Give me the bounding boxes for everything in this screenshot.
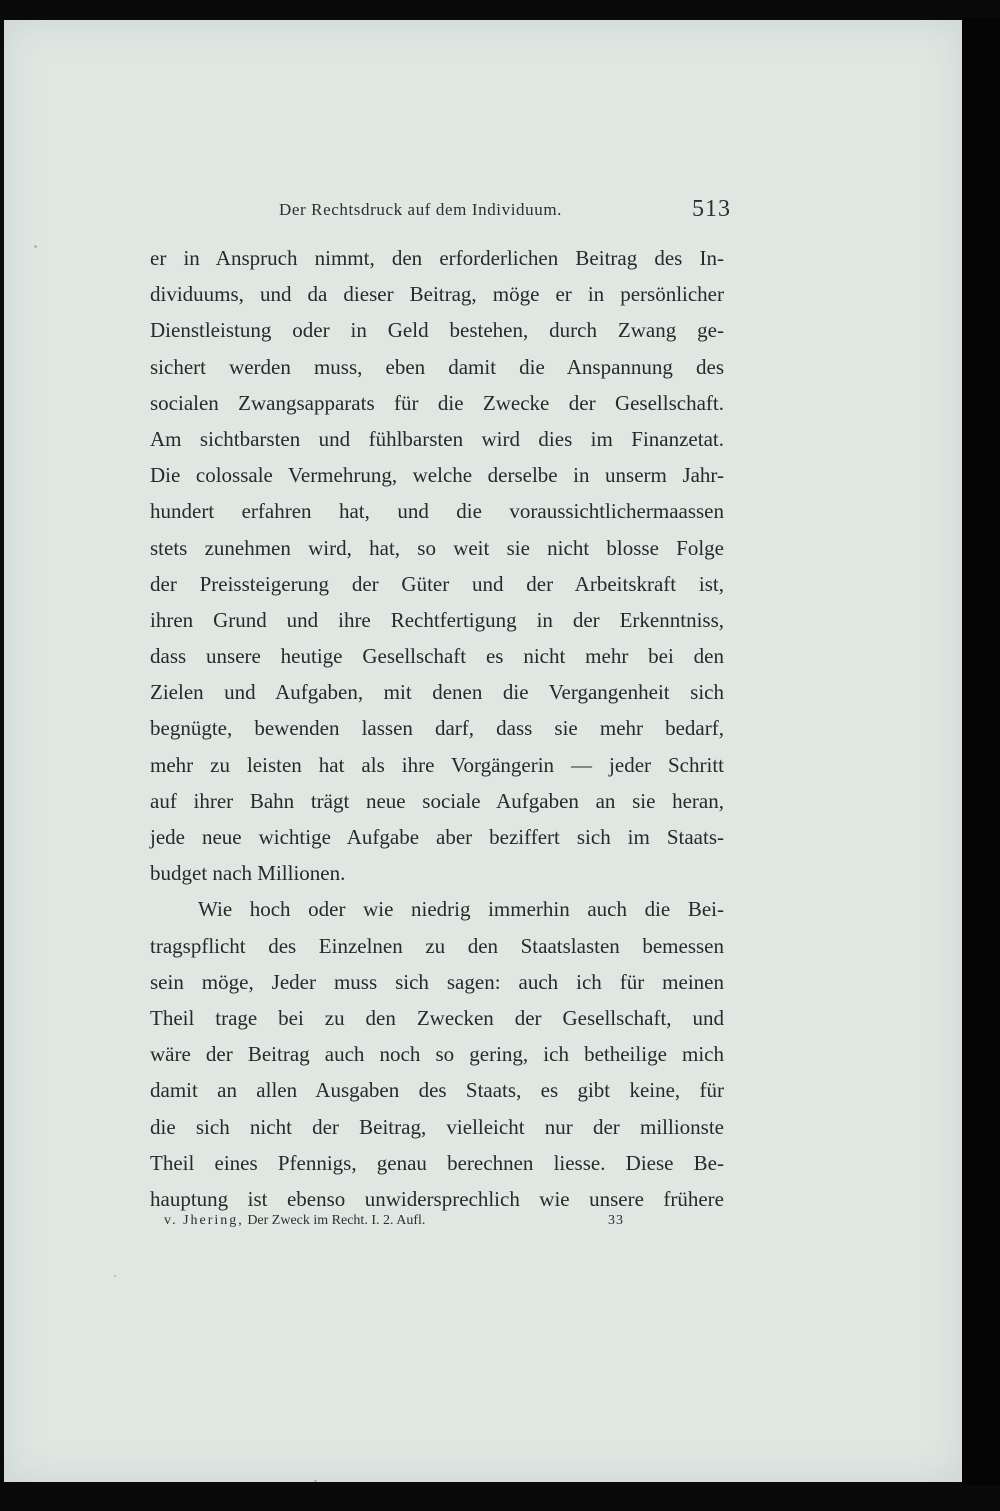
paper-speck <box>314 1480 317 1482</box>
text-line: Die colossale Vermehrung, welche derselbe in unserm Jahr- <box>150 463 724 488</box>
text-line: Theil trage bei zu den Zwecken der Gesellschaft, und <box>150 1005 724 1030</box>
text-line: mehr zu leisten hat als ihre Vorgängerin — jeder Schritt <box>150 752 724 777</box>
running-head <box>279 196 739 230</box>
text-line: Theil eines Pfennigs, genau berechnen liesse. Diese Be- <box>150 1150 724 1175</box>
text-line: der Preissteigerung der Güter und der Arbeitskraft ist, <box>150 571 724 596</box>
paper-speck <box>34 245 37 248</box>
text-line: jede neue wichtige Aufgabe aber beziffert sich im Staats- <box>150 825 724 849</box>
signature-line <box>164 1213 624 1239</box>
running-title: Der Rechtsdruck auf dem Individuum. <box>279 200 563 219</box>
text-line: tragspflicht des Einzelnen zu den Staatslasten bemessen <box>150 933 724 958</box>
text-line: dividuums, und da dieser Beitrag, möge er in persönlicher <box>150 282 724 307</box>
signature-mark: 33 <box>608 1213 624 1228</box>
text-line: sein möge, Jeder muss sich sagen: auch ich für meinen <box>150 969 724 994</box>
text-line: dass unsere heutige Gesellschaft es nicht mehr bei den <box>150 644 724 669</box>
book-spine-shadow <box>962 18 1000 1485</box>
paper-speck <box>114 1275 116 1277</box>
text-line: Am sichtbarsten und fühlbarsten wird dies im Finanzetat. <box>150 426 724 451</box>
footer-author: v. Jhering, <box>164 1213 244 1228</box>
text-line: damit an allen Ausgaben des Staats, es gibt keine, für <box>150 1078 724 1103</box>
text-line: Zielen und Aufgaben, mit denen die Vergangenheit sich <box>150 680 724 705</box>
page-number: 513 <box>692 196 731 222</box>
body-text <box>150 240 724 1217</box>
text-line: begnügte, bewenden lassen darf, dass sie mehr bedarf, <box>150 716 724 741</box>
text-line: stets zunehmen wird, hat, so weit sie nicht blosse Folge <box>150 535 724 560</box>
text-line: Dienstleistung oder in Geld bestehen, durch Zwang ge- <box>150 318 724 343</box>
text-line: ihren Grund und ihre Rechtfertigung in der Erkenntniss, <box>150 607 724 632</box>
text-line: wäre der Beitrag auch noch so gering, ich betheilige mich <box>150 1042 724 1067</box>
footer-work: Der Zweck im Recht. I. 2. Aufl. <box>247 1213 426 1228</box>
text-line: hundert erfahren hat, und die voraussichtlichermaassen <box>150 499 724 524</box>
text-line: auf ihrer Bahn trägt neue sociale Aufgaben an sie heran, <box>150 788 724 813</box>
text-line: sichert werden muss, eben damit die Anspannung des <box>150 354 724 379</box>
text-line: hauptung ist ebenso unwidersprechlich wie unsere frühere <box>150 1186 724 1211</box>
text-line: die sich nicht der Beitrag, vielleicht nur der millionste <box>150 1114 724 1139</box>
text-line: socialen Zwangsapparats für die Zwecke der Gesellschaft. <box>150 390 724 415</box>
text-line-paragraph-start: Wie hoch oder wie niedrig immerhin auch die Bei- <box>198 897 724 922</box>
text-line-paragraph-end: budget nach Millionen. <box>150 861 346 886</box>
text-line: er in Anspruch nimmt, den erforderlichen Beitrag des In- <box>150 246 724 270</box>
